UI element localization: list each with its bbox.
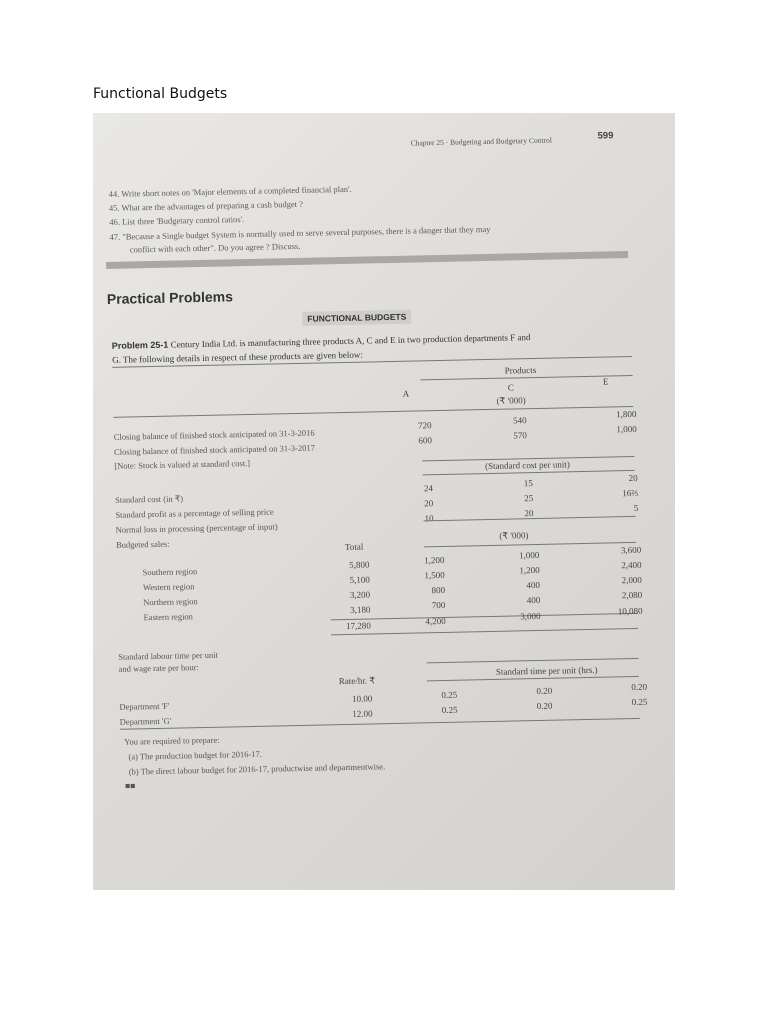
labour-header-top-rule <box>427 658 639 663</box>
std-row-a: 20 <box>424 498 434 509</box>
page-number: 599 <box>597 130 614 142</box>
closing-row-c: 570 <box>513 430 527 441</box>
book-page <box>93 113 675 890</box>
col-c-header: C <box>507 382 514 393</box>
question-47: 47. "Because a Single budget System is normally used to serve several purposes, there is a danger that they may <box>109 223 491 242</box>
required-item-a: (a) The production budget for 2016-17. <box>128 748 262 762</box>
stock-note: [Note: Stock is valued at standard cost.] <box>114 457 251 471</box>
region-e: 3,600 <box>620 544 642 556</box>
std-row-c: 25 <box>524 493 534 504</box>
region-c: 1,000 <box>518 549 540 561</box>
std-row-e: 16⅔ <box>622 487 639 499</box>
std-row-a: 24 <box>423 483 434 494</box>
time-header: Standard time per unit (hrs.) <box>495 664 598 677</box>
region-label: Western region <box>142 581 195 593</box>
table-bottom-rule <box>119 715 640 730</box>
region-total: 3,180 <box>350 604 371 615</box>
problem-line-2: G. The following details in respect of these products are given below: <box>112 349 363 365</box>
sales-total-c: 3,000 <box>520 610 541 622</box>
std-row-label: Normal loss in processing (percentage of input) <box>115 521 278 535</box>
std-row-e: 20 <box>628 472 638 484</box>
document-title: Functional Budgets <box>93 86 228 102</box>
end-mark: ■■ <box>124 780 136 791</box>
region-c: 400 <box>526 594 541 606</box>
region-e: 2,080 <box>621 589 643 601</box>
running-head: Chapter 25 · Budgeting and Budgetary Control <box>410 135 552 148</box>
problem-statement <box>112 332 531 351</box>
std-cost-header: (Standard cost per unit) <box>484 459 570 472</box>
std-row-c: 15 <box>523 478 533 489</box>
dept-a: 0.25 <box>441 689 458 701</box>
region-a: 800 <box>431 584 446 596</box>
dept-a: 0.25 <box>441 704 458 716</box>
dept-c: 0.20 <box>536 685 553 697</box>
region-label: Eastern region <box>143 611 193 623</box>
header-bottom-rule <box>113 406 633 418</box>
question-46: 46. List three 'Budgetary control ratios'. <box>109 214 245 227</box>
closing-row-a: 720 <box>417 420 432 431</box>
dept-e: 0.20 <box>631 681 648 693</box>
region-a: 1,500 <box>424 569 445 581</box>
std-row-label: Standard cost (in ₹) <box>114 493 184 505</box>
col-e-header: E <box>602 376 609 387</box>
dept-label: Department 'F' <box>119 700 170 712</box>
region-total: 5,800 <box>349 559 370 570</box>
required-item-b: (b) The direct labour budget for 2016-17, productwise and departmentwise. <box>128 761 386 777</box>
question-47-cont: conflict with each other". Do you agree ? Discuss. <box>129 240 301 255</box>
problem-label: Problem 25-1 <box>111 339 169 351</box>
sales-total-a: 4,200 <box>425 615 446 627</box>
region-e: 2,400 <box>621 559 642 571</box>
col-a-header: A <box>402 388 410 399</box>
problem-line-1: Century India Ltd. is manufacturing three products A, C and E in two production departments F and <box>170 332 531 350</box>
question-45: 45. What are the advantages of preparing a cash budget ? <box>108 198 304 213</box>
closing-row-label: Closing balance of finished stock anticipated on 31-3-2016 <box>113 427 315 442</box>
region-label: Northern region <box>143 596 198 608</box>
dept-rate: 10.00 <box>351 693 373 704</box>
section-divider-band <box>106 251 628 269</box>
required-intro: You are required to prepare: <box>124 734 220 747</box>
dept-e: 0.25 <box>631 696 648 708</box>
question-44: 44. Write short notes on 'Major elements of a completed financial plan'. <box>108 183 352 199</box>
section-heading: Practical Problems <box>106 288 234 307</box>
region-c: 400 <box>526 579 541 591</box>
std-row-c: 20 <box>524 508 534 519</box>
rate-header: Rate/hr. ₹ <box>338 675 376 687</box>
labour-header-bottom-rule <box>427 676 639 681</box>
dept-rate: 12.00 <box>352 708 373 719</box>
closing-row-e: 1,000 <box>616 423 637 435</box>
region-c: 1,200 <box>519 564 540 576</box>
sales-total-e: 10,080 <box>617 605 643 617</box>
sales-unit-header: (₹ '000) <box>499 530 529 541</box>
region-e: 2,000 <box>621 574 642 586</box>
region-label: Southern region <box>142 566 198 578</box>
labour-label-1: Standard labour time per unit <box>118 649 219 662</box>
unit-000-header: (₹ '000) <box>496 395 526 406</box>
book-page-photo <box>93 113 675 890</box>
region-a: 700 <box>431 599 446 611</box>
sales-total-total: 17,280 <box>345 620 371 632</box>
std-row-label: Standard profit as a percentage of selling price <box>115 506 274 520</box>
labour-label-2: and wage rate per hour: <box>118 662 199 674</box>
region-total: 3,200 <box>349 589 371 600</box>
std-row-a: 10 <box>424 513 434 524</box>
budgeted-sales-label: Budgeted sales: <box>115 538 170 550</box>
products-header: Products <box>504 364 537 376</box>
dept-label: Department 'G' <box>119 715 172 727</box>
closing-row-c: 540 <box>512 415 527 426</box>
dept-c: 0.20 <box>536 700 553 712</box>
region-total: 5,100 <box>349 574 370 585</box>
closing-row-e: 1,800 <box>616 408 637 420</box>
region-a: 1,200 <box>424 554 445 566</box>
std-row-e: 5 <box>633 502 639 513</box>
total-header: Total <box>344 541 364 553</box>
closing-row-a: 600 <box>418 435 433 446</box>
section-box-label: FUNCTIONAL BUDGETS <box>302 310 411 326</box>
closing-row-label: Closing balance of finished stock anticipated on 31-3-2017 <box>113 442 316 457</box>
sales-total-bottom-rule <box>331 628 638 635</box>
